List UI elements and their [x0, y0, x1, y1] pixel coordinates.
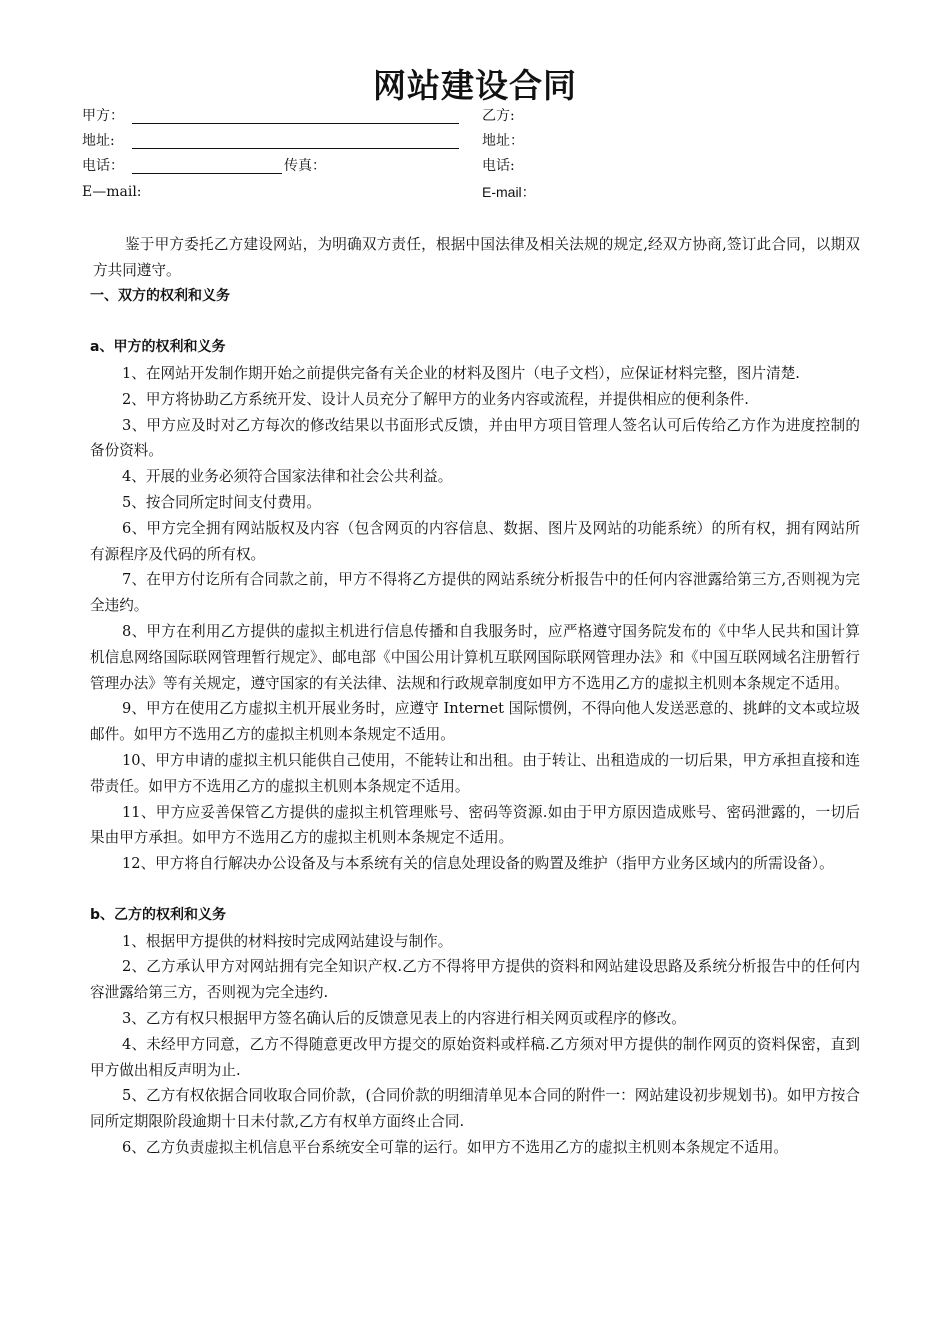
clause-a-7: 7、在甲方付讫所有合同款之前，甲方不得将乙方提供的网站系统分析报告中的任何内容泄露给第三方,否则视为完全违约。: [90, 571, 860, 615]
section-1-heading: 一、双方的权利和义务: [90, 287, 230, 304]
party-a-phone-field[interactable]: [132, 173, 282, 174]
clause-a-4: 4、开展的业务必须符合国家法律和社会公共利益。: [122, 468, 453, 486]
clause-b-2: 2、乙方承认甲方对网站拥有完全知识产权.乙方不得将甲方提供的资料和网站建设思路及系统分析报告中的任何内容泄露给第三方，否则视为完全违约.: [90, 958, 860, 1002]
clause-a-12: 12、甲方将自行解决办公设备及与本系统有关的信息处理设备的购置及维护（指甲方业务区域内的所需设备）。: [122, 855, 834, 873]
clause-b-6: 6、乙方负责虚拟主机信息平台系统安全可靠的运行。如甲方不选用乙方的虚拟主机则本条规定不适用。: [122, 1138, 789, 1156]
party-b-address-label: 地址：: [482, 133, 524, 149]
clause-a-3: 3、甲方应及时对乙方每次的修改结果以书面形式反馈，并由甲方项目管理人签名认可后传给乙方作为进度控制的备份资料。: [90, 416, 860, 460]
clause-a-9: 9、甲方在使用乙方虚拟主机开展业务时，应遵守 Internet 国际惯例，不得向他人发送恶意的、挑衅的文本或垃圾邮件。如甲方不选用乙方的虚拟主机则本条规定不适用。: [90, 700, 860, 744]
intro-paragraph: 鉴于甲方委托乙方建设网站，为明确双方责任，根据中国法律及相关法规的规定,经双方协商,签订此合同，以期双方共同遵守。: [93, 236, 860, 279]
party-b-email-label: E-mail：: [482, 184, 536, 200]
clause-b-4: 4、未经甲方同意，乙方不得随意更改甲方提交的原始资料或样稿.乙方须对甲方提供的制作网页的资料保密，直到甲方做出相反声明为止.: [90, 1035, 860, 1079]
section-a-heading: a、甲方的权利和义务: [90, 339, 226, 356]
party-a-fax-label: 传真：: [284, 158, 326, 174]
clause-b-5: 5、乙方有权依据合同收取合同价款，(合同价款的明细清单见本合同的附件一：网站建设初步规划书)。如甲方按合同所定期限阶段逾期十日未付款,乙方有权单方面终止合同.: [90, 1087, 860, 1131]
document-title: 网站建设合同: [373, 66, 577, 105]
clause-b-3: 3、乙方有权只根据甲方签名确认后的反馈意见表上的内容进行相关网页或程序的修改。: [122, 1009, 686, 1027]
clause-a-2: 2、甲方将协助乙方系统开发、设计人员充分了解甲方的业务内容或流程，并提供相应的便利条件.: [122, 390, 749, 408]
clause-a-6: 6、甲方完全拥有网站版权及内容（包含网页的内容信息、数据、图片及网站的功能系统）的所有权，拥有网站所有源程序及代码的所有权。: [90, 519, 860, 563]
clause-a-10: 10、甲方申请的虚拟主机只能供自己使用，不能转让和出租。由于转让、出租造成的一切后果，甲方承担直接和连带责任。如甲方不选用乙方的虚拟主机则本条规定不适用。: [90, 751, 860, 795]
clause-a-8: 8、甲方在利用乙方提供的虚拟主机进行信息传播和自我服务时，应严格遵守国务院发布的《中华人民共和国计算机信息网络国际联网管理暂行规定》、邮电部《中国公用计算机互联网国际联网管理办法》和《中国互联网域名注册暂行管理办法》等有关规定，遵守国家的有关法律、法规和行政规章制度如甲方不选用乙方的虚拟主机则本条规定不适用。: [90, 622, 860, 692]
party-b-phone-label: 电话:: [482, 158, 515, 174]
party-a-address-label: 地址:: [82, 133, 115, 149]
party-a-name-field[interactable]: [132, 123, 459, 124]
party-a-email-label: E—mail:: [82, 184, 142, 200]
clause-b-1: 1、根据甲方提供的材料按时完成网站建设与制作。: [122, 932, 453, 950]
clause-a-11: 11、甲方应妥善保管乙方提供的虚拟主机管理账号、密码等资源.如由于甲方原因造成账号、密码泄露的，一切后果由甲方承担。如甲方不选用乙方的虚拟主机则本条规定不适用。: [90, 803, 860, 847]
contract-body: [90, 232, 860, 1161]
clause-a-1: 1、在网站开发制作期开始之前提供完备有关企业的材料及图片（电子文档），应保证材料完整，图片清楚.: [122, 364, 800, 382]
party-a-address-field[interactable]: [132, 148, 459, 149]
section-b-heading: b、乙方的权利和义务: [90, 906, 227, 923]
party-a-phone-label: 电话：: [82, 158, 124, 174]
party-a-name-label: 甲方：: [82, 108, 124, 124]
party-b-name-label: 乙方:: [482, 108, 515, 124]
clause-a-5: 5、按合同所定时间支付费用。: [122, 493, 322, 511]
